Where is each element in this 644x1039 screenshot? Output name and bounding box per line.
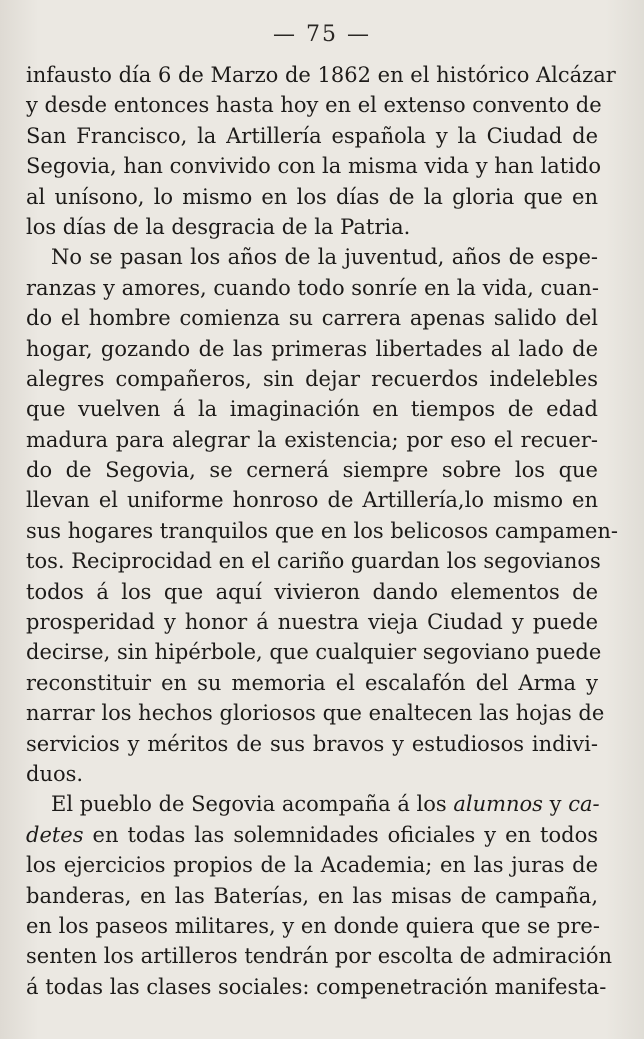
text-line: al unísono, lo mismo en los días de la gloria que en: [26, 184, 598, 209]
text-line: sus hogares tranquilos que en los belicosos campamen-: [26, 518, 619, 543]
text-line: infausto día 6 de Marzo de 1862 en el histórico Alcázar: [26, 63, 616, 87]
body-text: [26, 60, 619, 1002]
text-line: San Francisco, la Artillería española y la Ciudad de: [26, 123, 598, 148]
italic-word-alumnos: alumnos: [453, 792, 543, 817]
text-line: No se pasan los años de la juventud, años de espe-: [51, 245, 598, 270]
text-line: banderas, en las Baterías, en las misas de campaña,: [26, 883, 598, 908]
italic-word-cadetes-end: detes: [26, 822, 84, 847]
page-number: — 75 —: [273, 22, 371, 47]
text-line: tos. Reciprocidad en el cariño guardan los segovianos: [26, 549, 601, 574]
text-line: [26, 820, 598, 850]
text-line: servicios y méritos de sus bravos y estudiosos indivi-: [26, 731, 598, 756]
text-line: senten los artilleros tendrán por escolta de admiración: [26, 944, 613, 969]
text-line: los ejercicios propios de la Academia; en las juras de: [26, 853, 598, 878]
text-line: todos á los que aquí vivieron dando elementos de: [26, 579, 598, 604]
paragraph-3: [26, 789, 613, 1002]
text-run: El pueblo de Segovia acompaña á los: [51, 792, 454, 817]
paragraph-2: [26, 242, 619, 789]
text-line: reconstituir en su memoria el escalafón del Arma y: [26, 670, 598, 695]
text-line: en los paseos militares, y en donde quiera que se pre-: [26, 913, 600, 938]
paragraph-1: [26, 60, 616, 242]
text-line: [26, 789, 598, 819]
text-run: y: [542, 792, 569, 817]
text-line: do de Segovia, se cernerá siempre sobre los que: [26, 458, 598, 483]
text-line: duos.: [26, 761, 84, 786]
italic-word-cadetes-start: ca-: [568, 792, 600, 817]
text-line: hogar, gozando de las primeras libertades al lado de: [26, 336, 598, 361]
text-line: ranzas y amores, cuando todo sonríe en la vida, cuan-: [26, 275, 599, 300]
text-line: á todas las clases sociales: compenetración manifesta-: [26, 974, 607, 999]
text-line: do el hombre comienza su carrera apenas salido del: [26, 306, 598, 331]
text-line: Segovia, han convivido con la misma vida y han latido: [26, 154, 601, 179]
text-line: alegres compañeros, sin dejar recuerdos indelebles: [26, 366, 598, 391]
text-line: prosperidad y honor á nuestra vieja Ciudad y puede: [26, 610, 598, 635]
text-line: narrar los hechos gloriosos que enaltecen las hojas de: [26, 701, 605, 726]
text-line: decirse, sin hipérbole, que cualquier segoviano puede: [26, 640, 602, 665]
text-line: que vuelven á la imaginación en tiempos de edad: [26, 397, 598, 422]
text-line: los días de la desgracia de la Patria.: [26, 214, 411, 239]
text-line: madura para alegrar la existencia; por eso el recuer-: [26, 427, 598, 452]
text-line: llevan el uniforme honroso de Artillería,lo mismo en: [26, 488, 598, 513]
text-line: y desde entonces hasta hoy en el extenso convento de: [26, 93, 602, 118]
text-run: en todas las solemnidades oficiales y en todos: [83, 822, 598, 847]
